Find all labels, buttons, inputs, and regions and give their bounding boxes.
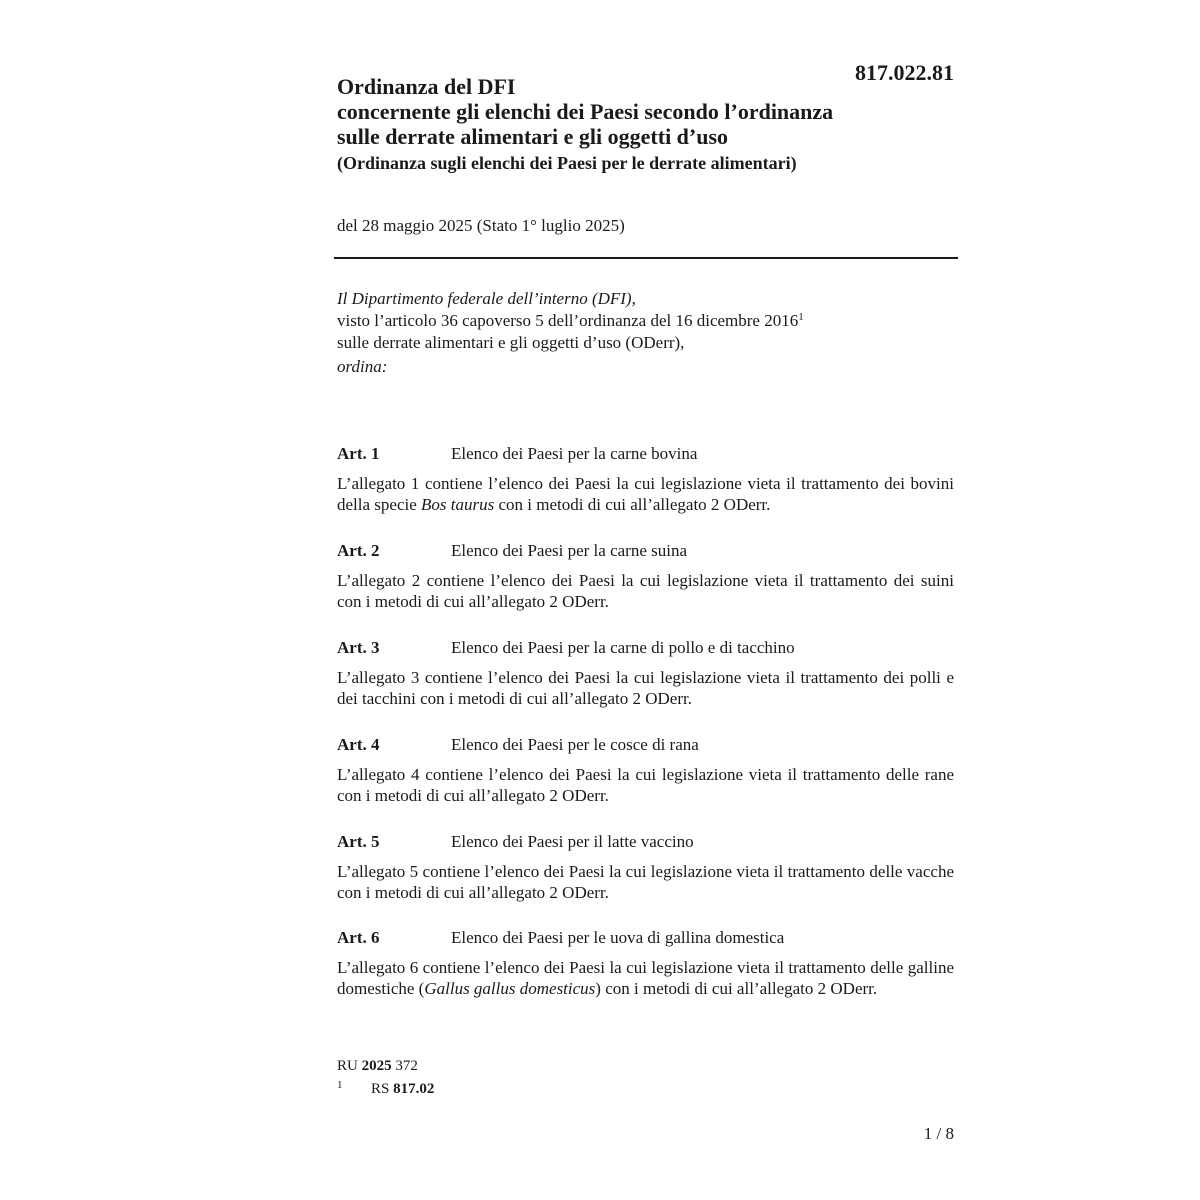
- article-heading: [337, 541, 954, 563]
- article-title: Elenco dei Paesi per le cosce di rana: [451, 735, 699, 754]
- article-title: Elenco dei Paesi per la carne di pollo e di tacchino: [451, 638, 795, 657]
- article-title: Elenco dei Paesi per la carne bovina: [451, 444, 698, 463]
- official-compilation-reference: RU 2025 372: [337, 1058, 418, 1074]
- page-number: 1 / 8: [923, 1124, 954, 1143]
- article-body: L’allegato 1 contiene l’elenco dei Paesi la cui legislazione vieta il trattamento dei bovini della specie Bos taurus con i metodi di cui all’allegato 2 ODerr.: [337, 474, 954, 514]
- sr-number: 817.022.81: [855, 60, 954, 85]
- article-body: L’allegato 3 contiene l’elenco dei Paesi la cui legislazione vieta il trattamento dei polli e dei tacchini con i metodi di cui all’allegato 2 ODerr.: [337, 668, 954, 708]
- article-6: [337, 928, 954, 999]
- ordinance-title: [337, 74, 937, 149]
- article-heading: [337, 638, 954, 660]
- preamble-basis-line: [337, 310, 804, 332]
- article-5: [337, 832, 954, 903]
- article-heading: [337, 444, 954, 466]
- footnote-reference[interactable]: 1: [798, 311, 804, 323]
- article-body: L’allegato 4 contiene l’elenco dei Paesi la cui legislazione vieta il trattamento delle rane con i metodi di cui all’allegato 2 ODerr.: [337, 765, 954, 805]
- preamble-ordina: ordina:: [337, 357, 388, 376]
- species-name: Gallus gallus domesticus: [424, 979, 596, 998]
- species-name: Bos taurus: [421, 495, 495, 514]
- date-line: del 28 maggio 2025 (Stato 1° luglio 2025): [337, 216, 625, 235]
- article-title: Elenco dei Paesi per la carne suina: [451, 541, 688, 560]
- preamble-authority: Il Dipartimento federale dell’interno (DFI),: [337, 289, 636, 308]
- article-title: Elenco dei Paesi per le uova di gallina domestica: [451, 928, 785, 947]
- article-2: [337, 541, 954, 612]
- preamble-basis-line-2: sulle derrate alimentari e gli oggetti d’uso (ODerr),: [337, 333, 685, 352]
- article-heading: [337, 735, 954, 757]
- header-divider: [334, 257, 958, 259]
- article-body: L’allegato 6 contiene l’elenco dei Paesi la cui legislazione vieta il trattamento delle galline domestiche (Gallus gallus domesticus) con i metodi di cui all’allegato 2 ODerr.: [337, 958, 954, 998]
- article-number: Art. 2: [337, 541, 380, 560]
- article-body: L’allegato 5 contiene l’elenco dei Paesi la cui legislazione vieta il trattamento delle vacche con i metodi di cui all’allegato 2 ODerr.: [337, 862, 954, 902]
- preamble-basis-text: visto l’articolo 36 capoverso 5 dell’ordinanza del 16 dicembre 2016: [337, 311, 799, 330]
- footnote-number: 1: [337, 1079, 343, 1091]
- article-1: [337, 444, 954, 515]
- article-number: Art. 1: [337, 444, 380, 463]
- title-line: Ordinanza del DFI: [337, 74, 516, 99]
- article-number: Art. 4: [337, 735, 380, 754]
- article-title: Elenco dei Paesi per il latte vaccino: [451, 832, 694, 851]
- title-line: sulle derrate alimentari e gli oggetti d’uso: [337, 124, 729, 149]
- preamble: [337, 288, 804, 378]
- title-line: concernente gli elenchi dei Paesi secondo l’ordinanza: [337, 99, 834, 124]
- article-heading: [337, 928, 954, 950]
- short-title: (Ordinanza sugli elenchi dei Paesi per le derrate alimentari): [337, 153, 797, 173]
- footnote-link[interactable]: 817.02: [393, 1081, 435, 1097]
- article-number: Art. 6: [337, 928, 380, 947]
- article-number: Art. 5: [337, 832, 380, 851]
- article-body: L’allegato 2 contiene l’elenco dei Paesi la cui legislazione vieta il trattamento dei suini con i metodi di cui all’allegato 2 ODerr.: [337, 571, 954, 611]
- article-number: Art. 3: [337, 638, 380, 657]
- article-4: [337, 735, 954, 806]
- article-3: [337, 638, 954, 709]
- footnote: 1 RS 817.02: [337, 1079, 435, 1097]
- article-heading: [337, 832, 954, 854]
